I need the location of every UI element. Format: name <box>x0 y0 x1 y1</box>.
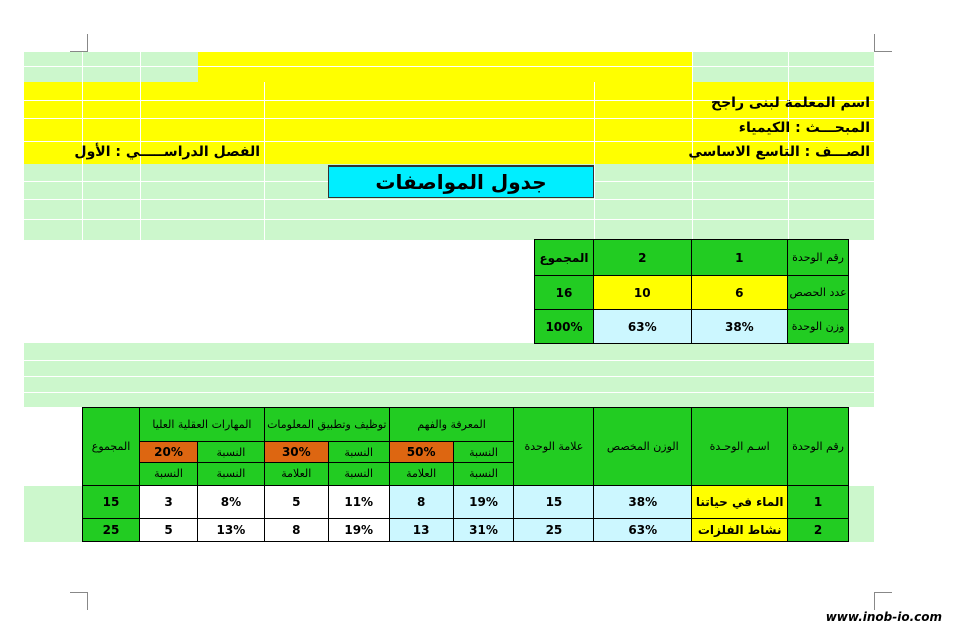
total-label: المجموع <box>535 240 594 276</box>
header-application: توظيف وتطبيق المعلومات <box>264 408 389 442</box>
row-label-unit-no: رقم الوحدة <box>788 240 849 276</box>
header-ratio: النسبة <box>453 463 514 485</box>
header-ratio: النسبة <box>140 463 198 485</box>
header-ratio: النسبة <box>197 442 264 463</box>
header-ratio: النسبة <box>197 463 264 485</box>
header-total: المجموع <box>83 408 140 486</box>
row-total: 15 <box>83 485 140 518</box>
spec-table <box>82 407 849 542</box>
sheet-band-top-yellow <box>198 52 692 82</box>
site-watermark: www.inob-io.com <box>825 610 942 624</box>
higher-skills-percent: 20% <box>140 442 198 463</box>
application-percent: 30% <box>264 442 328 463</box>
header-unit-no: رقم الوحدة <box>788 408 849 486</box>
row-weight: 63% <box>594 518 692 541</box>
unit-no-cell: 2 <box>593 240 691 276</box>
grid-line <box>594 82 595 240</box>
grid-line <box>24 118 874 119</box>
row-higher-mark: 5 <box>140 518 198 541</box>
header-knowledge: المعرفة والفهم <box>389 408 514 442</box>
row-weight: 38% <box>594 485 692 518</box>
grade-label: الصـــف : التاسع الاساسي <box>688 144 870 160</box>
grid-line <box>24 376 874 377</box>
header-weight: الوزن المخصص <box>594 408 692 486</box>
header-ratio: النسبة <box>453 442 514 463</box>
page-title: جدول المواصفات <box>328 165 594 198</box>
header-higher-skills: المهارات العقلية العليا <box>140 408 265 442</box>
row-label-weight: وزن الوحدة <box>788 310 849 344</box>
units-table <box>534 239 849 344</box>
row-knowledge-ratio: 19% <box>453 485 514 518</box>
header-mark: العلامة <box>264 463 328 485</box>
row-unit-mark: 25 <box>514 518 594 541</box>
unit-weight-cell: 38% <box>691 310 788 344</box>
row-application-ratio: 11% <box>328 485 389 518</box>
corner-mark-top-left <box>70 34 88 52</box>
row-knowledge-mark: 13 <box>389 518 453 541</box>
header-ratio: النسبة <box>328 442 389 463</box>
grid-line <box>24 199 874 200</box>
grid-line <box>264 82 265 240</box>
row-unit-name: نشاط الفلزات <box>692 518 788 541</box>
lesson-count-cell: 6 <box>691 276 788 310</box>
row-unit-no: 2 <box>788 518 849 541</box>
row-label-lessons: عدد الحصص <box>788 276 849 310</box>
row-unit-name: الماء في حياتنا <box>692 485 788 518</box>
grid-line <box>24 66 874 67</box>
header-ratio: النسبة <box>328 463 389 485</box>
grid-line <box>24 360 874 361</box>
row-higher-ratio: 8% <box>197 485 264 518</box>
semester-label: الفصل الدراســـــي : الأول <box>74 144 260 160</box>
header-unit-name: اسـم الوحـدة <box>692 408 788 486</box>
row-knowledge-mark: 8 <box>389 485 453 518</box>
corner-mark-bottom-left <box>70 592 88 610</box>
corner-mark-bottom-right <box>874 592 892 610</box>
header-mark: العلامة <box>389 463 453 485</box>
row-application-ratio: 19% <box>328 518 389 541</box>
corner-mark-top-right <box>874 34 892 52</box>
unit-weight-cell: 63% <box>593 310 691 344</box>
row-unit-no: 1 <box>788 485 849 518</box>
row-application-mark: 5 <box>264 485 328 518</box>
sheet-band-middle <box>24 343 874 407</box>
grid-line <box>24 392 874 393</box>
header-unit-mark: علامة الوحدة <box>514 408 594 486</box>
subject-label: المبحـــث : الكيمياء <box>738 120 870 136</box>
row-higher-mark: 3 <box>140 485 198 518</box>
teacher-name: اسم المعلمة لبنى راجح <box>711 95 870 111</box>
grid-line <box>24 141 874 142</box>
grid-line <box>24 219 874 220</box>
lesson-count-total: 16 <box>535 276 594 310</box>
row-application-mark: 8 <box>264 518 328 541</box>
row-knowledge-ratio: 31% <box>453 518 514 541</box>
row-unit-mark: 15 <box>514 485 594 518</box>
lesson-count-cell: 10 <box>593 276 691 310</box>
row-higher-ratio: 13% <box>197 518 264 541</box>
knowledge-percent: 50% <box>389 442 453 463</box>
row-total: 25 <box>83 518 140 541</box>
unit-weight-total: 100% <box>535 310 594 344</box>
unit-no-cell: 1 <box>691 240 788 276</box>
